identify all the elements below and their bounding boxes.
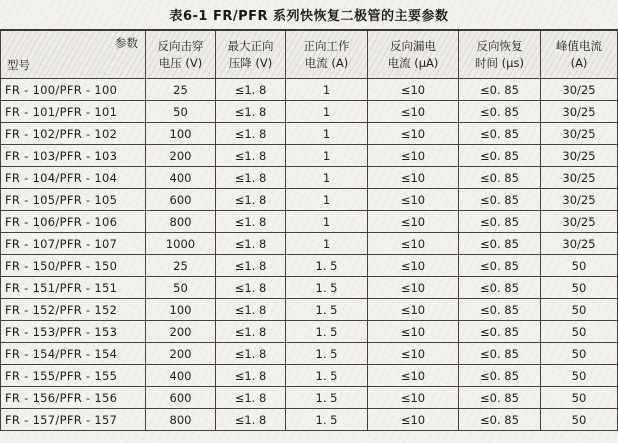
table-row bbox=[1, 277, 618, 299]
value-cell: ≤10 bbox=[368, 145, 459, 167]
header-row bbox=[1, 30, 618, 79]
column-header-4: 反向恢复 时间 (μs) bbox=[459, 30, 541, 79]
column-header-1: 最大正向 压降 (V) bbox=[216, 30, 286, 79]
value-cell: ≤0. 85 bbox=[459, 343, 541, 365]
value-cell: 1. 5 bbox=[286, 277, 368, 299]
table-row bbox=[1, 101, 618, 123]
value-cell: ≤0. 85 bbox=[459, 167, 541, 189]
model-cell: FR - 103/PFR - 103 bbox=[1, 145, 146, 167]
table-header bbox=[1, 30, 618, 79]
value-cell: 1000 bbox=[146, 233, 216, 255]
table-row bbox=[1, 255, 618, 277]
value-cell: 1. 5 bbox=[286, 299, 368, 321]
model-cell: FR - 153/PFR - 153 bbox=[1, 321, 146, 343]
value-cell: 1 bbox=[286, 145, 368, 167]
value-cell: 50 bbox=[541, 277, 618, 299]
value-cell: ≤1. 8 bbox=[216, 277, 286, 299]
value-cell: ≤1. 8 bbox=[216, 101, 286, 123]
model-cell: FR - 150/PFR - 150 bbox=[1, 255, 146, 277]
value-cell: ≤10 bbox=[368, 321, 459, 343]
model-cell: FR - 155/PFR - 155 bbox=[1, 365, 146, 387]
value-cell: ≤0. 85 bbox=[459, 123, 541, 145]
model-cell: FR - 152/PFR - 152 bbox=[1, 299, 146, 321]
value-cell: ≤10 bbox=[368, 387, 459, 409]
value-cell: 50 bbox=[541, 299, 618, 321]
value-cell: ≤10 bbox=[368, 79, 459, 101]
value-cell: ≤10 bbox=[368, 167, 459, 189]
value-cell: 30/25 bbox=[541, 123, 618, 145]
value-cell: 25 bbox=[146, 255, 216, 277]
value-cell: ≤0. 85 bbox=[459, 299, 541, 321]
value-cell: 400 bbox=[146, 365, 216, 387]
value-cell: 30/25 bbox=[541, 101, 618, 123]
value-cell: 50 bbox=[146, 101, 216, 123]
value-cell: 30/25 bbox=[541, 211, 618, 233]
column-header-5: 峰值电流 (A) bbox=[541, 30, 618, 79]
value-cell: 1. 5 bbox=[286, 255, 368, 277]
model-cell: FR - 105/PFR - 105 bbox=[1, 189, 146, 211]
model-cell: FR - 102/PFR - 102 bbox=[1, 123, 146, 145]
value-cell: ≤10 bbox=[368, 343, 459, 365]
model-cell: FR - 154/PFR - 154 bbox=[1, 343, 146, 365]
value-cell: ≤1. 8 bbox=[216, 211, 286, 233]
model-cell: FR - 106/PFR - 106 bbox=[1, 211, 146, 233]
value-cell: ≤10 bbox=[368, 211, 459, 233]
value-cell: ≤0. 85 bbox=[459, 387, 541, 409]
parameter-table bbox=[0, 29, 618, 431]
value-cell: 600 bbox=[146, 189, 216, 211]
value-cell: 200 bbox=[146, 321, 216, 343]
value-cell: ≤1. 8 bbox=[216, 365, 286, 387]
table-row bbox=[1, 409, 618, 431]
model-cell: FR - 104/PFR - 104 bbox=[1, 167, 146, 189]
value-cell: 100 bbox=[146, 299, 216, 321]
value-cell: ≤10 bbox=[368, 409, 459, 431]
corner-label-model: 型号 bbox=[7, 58, 30, 73]
value-cell: 1. 5 bbox=[286, 409, 368, 431]
value-cell: ≤1. 8 bbox=[216, 409, 286, 431]
table-row bbox=[1, 123, 618, 145]
value-cell: 800 bbox=[146, 409, 216, 431]
value-cell: ≤10 bbox=[368, 255, 459, 277]
value-cell: ≤0. 85 bbox=[459, 233, 541, 255]
model-cell: FR - 107/PFR - 107 bbox=[1, 233, 146, 255]
value-cell: 50 bbox=[541, 255, 618, 277]
value-cell: ≤1. 8 bbox=[216, 233, 286, 255]
value-cell: ≤10 bbox=[368, 365, 459, 387]
value-cell: 50 bbox=[541, 321, 618, 343]
value-cell: ≤0. 85 bbox=[459, 365, 541, 387]
value-cell: 100 bbox=[146, 123, 216, 145]
value-cell: 1. 5 bbox=[286, 321, 368, 343]
value-cell: 50 bbox=[146, 277, 216, 299]
column-header-0: 反向击穿 电压 (V) bbox=[146, 30, 216, 79]
model-cell: FR - 157/PFR - 157 bbox=[1, 409, 146, 431]
value-cell: ≤10 bbox=[368, 299, 459, 321]
value-cell: ≤0. 85 bbox=[459, 211, 541, 233]
value-cell: 200 bbox=[146, 145, 216, 167]
value-cell: 600 bbox=[146, 387, 216, 409]
value-cell: 50 bbox=[541, 409, 618, 431]
value-cell: 30/25 bbox=[541, 189, 618, 211]
value-cell: 1. 5 bbox=[286, 365, 368, 387]
value-cell: ≤0. 85 bbox=[459, 321, 541, 343]
value-cell: ≤10 bbox=[368, 233, 459, 255]
value-cell: 30/25 bbox=[541, 145, 618, 167]
value-cell: ≤0. 85 bbox=[459, 189, 541, 211]
table-row bbox=[1, 145, 618, 167]
value-cell: ≤0. 85 bbox=[459, 79, 541, 101]
value-cell: ≤1. 8 bbox=[216, 343, 286, 365]
value-cell: 200 bbox=[146, 343, 216, 365]
value-cell: 50 bbox=[541, 387, 618, 409]
value-cell: 1 bbox=[286, 123, 368, 145]
value-cell: 800 bbox=[146, 211, 216, 233]
value-cell: ≤10 bbox=[368, 101, 459, 123]
table-row bbox=[1, 299, 618, 321]
column-header-2: 正向工作 电流 (A) bbox=[286, 30, 368, 79]
model-cell: FR - 100/PFR - 100 bbox=[1, 79, 146, 101]
value-cell: 30/25 bbox=[541, 167, 618, 189]
value-cell: 1 bbox=[286, 189, 368, 211]
model-cell: FR - 156/PFR - 156 bbox=[1, 387, 146, 409]
value-cell: ≤0. 85 bbox=[459, 101, 541, 123]
value-cell: 1 bbox=[286, 233, 368, 255]
value-cell: 1 bbox=[286, 101, 368, 123]
value-cell: 30/25 bbox=[541, 233, 618, 255]
value-cell: ≤1. 8 bbox=[216, 167, 286, 189]
table-body bbox=[1, 79, 618, 431]
value-cell: ≤0. 85 bbox=[459, 277, 541, 299]
table-row bbox=[1, 189, 618, 211]
model-cell: FR - 151/PFR - 151 bbox=[1, 277, 146, 299]
value-cell: ≤10 bbox=[368, 277, 459, 299]
table-row bbox=[1, 343, 618, 365]
value-cell: 30/25 bbox=[541, 79, 618, 101]
value-cell: 50 bbox=[541, 365, 618, 387]
table-row bbox=[1, 387, 618, 409]
value-cell: ≤0. 85 bbox=[459, 255, 541, 277]
value-cell: ≤1. 8 bbox=[216, 123, 286, 145]
corner-cell bbox=[1, 30, 146, 79]
value-cell: ≤1. 8 bbox=[216, 189, 286, 211]
value-cell: 400 bbox=[146, 167, 216, 189]
table-row bbox=[1, 211, 618, 233]
value-cell: ≤0. 85 bbox=[459, 145, 541, 167]
value-cell: 25 bbox=[146, 79, 216, 101]
value-cell: ≤0. 85 bbox=[459, 409, 541, 431]
value-cell: ≤1. 8 bbox=[216, 255, 286, 277]
value-cell: 1. 5 bbox=[286, 387, 368, 409]
value-cell: 1 bbox=[286, 211, 368, 233]
value-cell: 1 bbox=[286, 79, 368, 101]
value-cell: ≤1. 8 bbox=[216, 387, 286, 409]
corner-label-parameter: 参数 bbox=[115, 36, 138, 50]
table-row bbox=[1, 167, 618, 189]
value-cell: 1 bbox=[286, 167, 368, 189]
table-row bbox=[1, 233, 618, 255]
value-cell: ≤1. 8 bbox=[216, 321, 286, 343]
value-cell: ≤1. 8 bbox=[216, 299, 286, 321]
value-cell: ≤10 bbox=[368, 123, 459, 145]
table-row bbox=[1, 79, 618, 101]
value-cell: ≤1. 8 bbox=[216, 79, 286, 101]
column-header-3: 反向漏电 电流 (μA) bbox=[368, 30, 459, 79]
value-cell: 1. 5 bbox=[286, 343, 368, 365]
value-cell: ≤10 bbox=[368, 189, 459, 211]
value-cell: ≤1. 8 bbox=[216, 145, 286, 167]
table-row bbox=[1, 321, 618, 343]
table-row bbox=[1, 365, 618, 387]
table-title: 表6-1 FR/PFR 系列快恢复二极管的主要参数 bbox=[169, 9, 449, 24]
model-cell: FR - 101/PFR - 101 bbox=[1, 101, 146, 123]
value-cell: 50 bbox=[541, 343, 618, 365]
